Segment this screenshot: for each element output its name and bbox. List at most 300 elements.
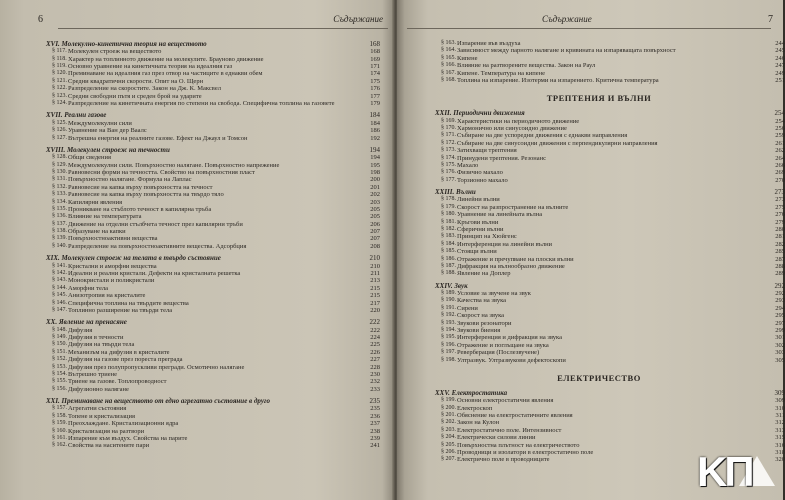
toc-section — [435, 233, 785, 241]
entry-title: Кристализация на разтвори — [68, 427, 145, 435]
section-number: § 119. — [52, 63, 67, 70]
entry-page-number: 285 — [775, 248, 785, 256]
section-number: § 159. — [52, 420, 67, 427]
section-number: § 201. — [441, 412, 456, 419]
entry-page-number: 168 — [369, 40, 380, 48]
entry-title: Равновесие на капка върху повърхността на течност — [68, 183, 213, 191]
toc-section — [435, 211, 785, 219]
entry-page-number: 168 — [370, 48, 380, 56]
entry-page-number: 205 — [370, 213, 380, 221]
toc-section — [435, 69, 785, 77]
entry-page-number: 313 — [775, 426, 785, 434]
entry-page-number: 289 — [775, 270, 785, 278]
entry-page-number: 222 — [370, 326, 380, 334]
entry-page-number: 316 — [775, 441, 785, 449]
section-number: § 194. — [441, 327, 456, 333]
entry-page-number: 279 — [775, 218, 785, 226]
entry-title: Средни квадратични скорости. Опит на О. Щерн — [68, 77, 204, 85]
entry-page-number: 309 — [774, 388, 785, 397]
toc-section — [46, 363, 380, 371]
entry-title: Капилярни явления — [68, 198, 123, 206]
entry-title: Разпределение на скоростите. Закон на Дж. К. Максвел — [68, 85, 221, 93]
section-number: § 147. — [52, 306, 67, 313]
toc-chapter — [435, 388, 785, 397]
section-number: § 181. — [441, 218, 456, 225]
entry-page-number: 236 — [370, 412, 380, 420]
section-number: § 137. — [52, 220, 67, 227]
section-number: § 198. — [441, 356, 456, 363]
entry-page-number: 249 — [775, 69, 785, 77]
entry-page-number: 245 — [775, 47, 785, 55]
entry-title: Физично махало — [457, 169, 503, 177]
toc-section — [46, 70, 380, 78]
entry-page-number: 302 — [775, 341, 785, 349]
entry-page-number: 280 — [775, 226, 785, 234]
entry-page-number: 184 — [370, 119, 380, 127]
section-number: § 146. — [52, 299, 67, 306]
toc-chapter — [46, 254, 380, 263]
entry-page-number: 310 — [775, 404, 785, 412]
section-number: § 131. — [52, 176, 67, 183]
entry-page-number: 225 — [370, 341, 380, 349]
toc-section — [435, 356, 785, 364]
entry-title: Топлинно разширение на твърди тела — [68, 306, 173, 314]
toc-chapter — [46, 397, 380, 406]
right-toc-top — [435, 40, 785, 84]
entry-page-number: 215 — [370, 292, 380, 300]
toc-section — [46, 412, 380, 420]
entry-page-number: 244 — [775, 40, 785, 47]
entry-page-number: 217 — [370, 299, 380, 307]
entry-page-number: 288 — [775, 262, 785, 270]
entry-title: Електрично поле в проводниците — [457, 456, 550, 464]
entry-title: XX. Явление на пренасяне — [46, 318, 127, 327]
entry-page-number: 297 — [775, 319, 785, 327]
toc-section — [46, 168, 380, 176]
entry-title: Уравнение на Ван дер Ваалс — [68, 127, 147, 135]
toc-section — [435, 412, 785, 420]
toc-section — [435, 290, 785, 298]
entry-page-number: 292 — [774, 281, 785, 290]
toc-section — [46, 284, 380, 292]
section-number: § 174. — [441, 154, 456, 161]
entry-page-number: 303 — [775, 349, 785, 357]
entry-page-number: 205 — [370, 205, 380, 213]
entry-title: XXI. Преминаване на веществото от едно агрегатно състояние в друго — [46, 397, 271, 406]
entry-title: Звукови резонатори — [457, 319, 512, 327]
section-number: § 164. — [441, 47, 456, 54]
section-number: § 170. — [441, 125, 456, 132]
entry-title: Агрегатни състояния — [68, 405, 127, 413]
entry-page-number: 305 — [775, 356, 785, 364]
toc-section — [435, 404, 785, 412]
entry-page-number: 239 — [370, 434, 380, 442]
entry-title: Отражение и поглъщане на звука — [457, 341, 549, 349]
entry-page-number: 206 — [370, 220, 380, 228]
entry-page-number: 247 — [775, 62, 785, 70]
left-page-header — [38, 14, 388, 29]
section-number: § 142. — [52, 269, 67, 276]
entry-title: Кипене — [457, 54, 478, 62]
entry-page-number: 264 — [775, 154, 785, 162]
entry-title: Вътрешна енергия на реалните газове. Ефект на Джаул и Томсон — [68, 134, 248, 142]
section-number: § 167. — [441, 69, 456, 76]
entry-title: Анизотропия на кристалите — [68, 292, 146, 300]
entry-title: Идеални и реални кристали. Дефекти на кристалната решетка — [68, 269, 241, 277]
entry-title: Свойства на наситените пари — [68, 442, 150, 450]
entry-page-number: 222 — [369, 318, 380, 327]
section-number: § 160. — [52, 427, 67, 434]
entry-page-number: 195 — [370, 161, 380, 169]
entry-title: Вътрешно триене — [68, 370, 118, 378]
entry-title: Кристални и аморфни вещества — [68, 262, 157, 270]
toc-section — [435, 76, 785, 84]
section-number: § 195. — [441, 334, 456, 341]
entry-page-number: 179 — [370, 100, 380, 108]
section-number: § 139. — [52, 235, 67, 242]
entry-title: Закон на Кулон — [457, 419, 500, 427]
toc-section — [435, 419, 785, 427]
section-number: § 193. — [441, 319, 456, 326]
entry-title: Влияние на разтворените вещества. Закон на Раул — [457, 62, 596, 70]
toc-section — [46, 306, 380, 314]
left-toc — [46, 40, 380, 450]
entry-title: XXII. Периодични движения — [435, 109, 525, 118]
section-number: § 207. — [441, 456, 456, 463]
entry-page-number: 192 — [370, 134, 380, 142]
entry-title: Електростатично поле. Интензивност — [457, 426, 562, 434]
toc-section — [435, 125, 785, 133]
entry-title: Кръгови вълни — [457, 218, 499, 226]
toc-section — [46, 378, 380, 386]
toc-section — [46, 235, 380, 243]
entry-page-number: 177 — [370, 92, 380, 100]
section-number: § 130. — [52, 168, 67, 175]
entry-page-number: 201 — [370, 183, 380, 191]
toc-section — [435, 169, 785, 177]
entry-page-number: 256 — [775, 125, 785, 133]
entry-page-number: 293 — [775, 297, 785, 305]
entry-title: XXIV. Звук — [435, 281, 468, 290]
entry-page-number: 198 — [370, 168, 380, 176]
entry-page-number: 238 — [370, 427, 380, 435]
entry-page-number: 194 — [370, 154, 380, 162]
toc-section — [46, 277, 380, 285]
entry-page-number: 309 — [775, 397, 785, 405]
toc-section — [46, 100, 380, 108]
toc-section — [435, 304, 785, 312]
entry-title: Затихващи трептения — [457, 147, 517, 155]
entry-title: Реверберация (Послезвучене) — [457, 349, 540, 357]
section-number: § 186. — [441, 255, 456, 262]
section-number: § 154. — [52, 370, 67, 377]
toc-section — [46, 205, 380, 213]
right-page-header — [407, 14, 771, 29]
right-page — [397, 0, 783, 500]
entry-title: Средни свободни пътя и среден брой на ударите — [68, 92, 202, 100]
section-number: § 121. — [52, 77, 67, 84]
entry-page-number: 246 — [775, 54, 785, 62]
toc-section — [435, 117, 785, 125]
entry-title: Явление на Доплер — [457, 270, 511, 278]
entry-page-number: 203 — [370, 198, 380, 206]
section-number: § 206. — [441, 448, 456, 455]
entry-page-number: 294 — [775, 304, 785, 312]
section-number: § 185. — [441, 248, 456, 255]
entry-page-number: 211 — [370, 269, 380, 277]
toc-chapter — [46, 318, 380, 327]
toc-section — [46, 385, 380, 393]
section-number: § 133. — [52, 191, 67, 198]
section-number: § 122. — [52, 85, 67, 92]
section-number: § 191. — [441, 304, 456, 311]
entry-title: Триене на газове. Топлопроводност — [68, 378, 167, 386]
section-number: § 150. — [52, 341, 67, 348]
entry-title: Линейни вълни — [457, 196, 500, 204]
entry-page-number: 275 — [775, 203, 785, 211]
entry-title: Зависимост между парното налягане и кривината на изпаряващата повърхност — [457, 47, 676, 55]
entry-title: Характер на топлинното движение на молекулите. Брауново движение — [68, 55, 264, 63]
entry-title: Повърхностна плътност на електричеството — [457, 441, 580, 449]
entry-page-number: 262 — [775, 147, 785, 155]
entry-page-number: 259 — [775, 132, 785, 140]
toc-section — [46, 405, 380, 413]
entry-page-number: 171 — [370, 63, 380, 71]
entry-title: Механизъм на дифузия в кристалите — [68, 348, 170, 356]
entry-page-number: 299 — [775, 327, 785, 334]
toc-section — [435, 196, 785, 204]
section-number: § 157. — [52, 405, 67, 412]
toc-section — [46, 119, 380, 127]
section-number: § 118. — [52, 55, 67, 62]
toc-section — [46, 427, 380, 435]
entry-page-number: 207 — [370, 228, 380, 236]
right-running-title: Съдържание — [542, 14, 592, 24]
entry-title: Движение на отделни стълбчета течност през капилярни тръби — [68, 220, 243, 228]
section-number: § 196. — [441, 341, 456, 348]
entry-title: Кипене. Температура на кипене — [457, 69, 545, 77]
section-number: § 188. — [441, 270, 456, 277]
entry-title: Интерференция и дифракция на звука — [457, 334, 562, 342]
section-number: § 180. — [441, 211, 456, 218]
entry-page-number: 176 — [370, 85, 380, 93]
entry-title: Звукови биения — [457, 327, 501, 334]
entry-title: Повърхностноактивни вещества — [68, 235, 158, 243]
entry-title: Повърхностно налягане. Формула на Лаплас — [68, 176, 192, 184]
entry-title: Преминаване на идеалния газ през отвор на частиците в еднакви обем — [68, 70, 263, 78]
toc-section — [46, 220, 380, 228]
entry-page-number: 230 — [370, 370, 380, 378]
part-title-oscillations: ТРЕПТЕНИЯ И ВЪЛНИ — [546, 93, 652, 104]
section-number: § 197. — [441, 349, 456, 356]
toc-section — [435, 255, 785, 263]
right-page-number: 7 — [768, 14, 773, 25]
toc-section — [46, 348, 380, 356]
toc-section — [46, 198, 380, 206]
toc-section — [435, 270, 785, 278]
entry-page-number: 287 — [775, 255, 785, 263]
toc-section — [46, 183, 380, 191]
toc-section — [435, 154, 785, 162]
entry-page-number: 241 — [370, 442, 380, 450]
entry-page-number: 232 — [370, 378, 380, 386]
entry-title: XXIII. Вълни — [435, 188, 476, 197]
section-number: § 166. — [441, 62, 456, 69]
entry-page-number: 295 — [775, 312, 785, 320]
entry-title: Дифузия през полупропускливи прегради. Осмотично налягане — [68, 363, 245, 371]
entry-title: Междумолекулни сили. Повърхностно налягане. Повърхностно напрежение — [68, 161, 280, 169]
toc-section — [46, 228, 380, 236]
entry-page-number: 175 — [370, 77, 380, 85]
section-number: § 183. — [441, 233, 456, 240]
entry-page-number: 315 — [775, 434, 785, 442]
toc-section — [435, 240, 785, 248]
section-number: § 173. — [441, 147, 456, 154]
entry-title: Отражение и пречупване на плоски вълни — [457, 255, 574, 263]
entry-page-number: 254 — [774, 109, 785, 118]
entry-title: Ултразвук. Ултразвукови дефектоскопи — [457, 356, 566, 364]
toc-section — [46, 77, 380, 85]
entry-title: Разпределение на кинетичната енергия по степени на свобода. Специфична топлина на газовете — [68, 100, 335, 108]
toc-section — [46, 370, 380, 378]
entry-page-number: 210 — [370, 262, 380, 270]
entry-page-number: 174 — [370, 70, 380, 78]
entry-title: Дифузия — [68, 326, 93, 334]
section-number: § 162. — [52, 442, 67, 449]
toc-section — [46, 134, 380, 142]
entry-page-number: 318 — [775, 448, 785, 456]
toc-section — [46, 420, 380, 428]
toc-section — [435, 397, 785, 405]
entry-title: Качества на звука — [457, 297, 507, 305]
toc-chapter — [435, 281, 785, 290]
entry-title: Принудени трептения. Резонанс — [457, 154, 546, 162]
section-number: § 126. — [52, 127, 67, 134]
entry-page-number: 202 — [370, 191, 380, 199]
section-number: § 165. — [441, 54, 456, 61]
toc-section — [46, 356, 380, 364]
section-number: § 189. — [441, 290, 456, 297]
section-number: § 132. — [52, 183, 67, 190]
entry-title: Проводници и изолатори в електростатично поле — [457, 448, 594, 456]
toc-section — [435, 40, 785, 47]
toc-section — [46, 55, 380, 63]
entry-title: Дифузионно налягане — [68, 385, 129, 393]
entry-page-number: 282 — [775, 240, 785, 248]
toc-section — [435, 327, 785, 334]
entry-page-number: 281 — [775, 233, 785, 241]
entry-title: Изпарение във въздуха — [457, 40, 521, 47]
entry-title: Равновесни форми на течността. Свойство на повърхностния пласт — [68, 168, 255, 176]
toc-section — [435, 54, 785, 62]
entry-page-number: 169 — [370, 55, 380, 63]
section-number: § 177. — [441, 176, 456, 183]
toc-chapter — [46, 40, 380, 48]
section-number: § 205. — [441, 441, 456, 448]
entry-page-number: 215 — [370, 284, 380, 292]
toc-chapter — [435, 109, 785, 118]
entry-title: Основни електростатични явления — [457, 397, 554, 405]
entry-title: Аморфни тела — [68, 284, 108, 292]
toc-section — [46, 269, 380, 277]
entry-page-number: 312 — [775, 419, 785, 427]
entry-title: Интерференция на линейни вълни — [457, 240, 553, 248]
toc-section — [435, 132, 785, 140]
toc-section — [46, 92, 380, 100]
toc-section — [435, 226, 785, 234]
entry-page-number: 254 — [775, 117, 785, 125]
toc-section — [435, 262, 785, 270]
section-number: § 120. — [52, 70, 67, 77]
toc-section — [435, 334, 785, 342]
section-number: § 172. — [441, 139, 456, 146]
entry-title: Топлина на изпарение. Изотерми на изпарението. Критична температура — [457, 76, 659, 84]
entry-page-number: 292 — [775, 290, 785, 298]
toc-section — [46, 176, 380, 184]
entry-title: XVI. Молекулно-кинетична теория на веществото — [46, 40, 207, 48]
entry-title: Характеристики на периодичното движение — [457, 117, 580, 125]
toc-section — [46, 262, 380, 270]
section-number: § 125. — [52, 119, 67, 126]
entry-title: Преохлаждане. Кристализационни ядра — [68, 420, 179, 428]
entry-page-number: 270 — [775, 176, 785, 184]
toc-section — [435, 62, 785, 70]
section-number: § 123. — [52, 92, 67, 99]
section-number: § 200. — [441, 404, 456, 411]
watermark-text: KП — [697, 448, 752, 495]
entry-page-number: 276 — [775, 211, 785, 219]
section-number: § 144. — [52, 284, 67, 291]
entry-page-number: 251 — [775, 76, 785, 84]
entry-title: Електроскоп — [457, 404, 493, 412]
section-number: § 124. — [52, 100, 67, 107]
section-number: § 153. — [52, 363, 67, 370]
section-number: § 141. — [52, 262, 67, 269]
section-number: § 138. — [52, 228, 67, 235]
entry-title: Монокристали и поликристали — [68, 277, 155, 285]
entry-title: Сирени — [457, 304, 478, 312]
section-number: § 128. — [52, 154, 67, 161]
entry-title: XIX. Молекулен строеж на телата в твърдо състояние — [46, 254, 221, 263]
entry-page-number: 311 — [775, 412, 785, 420]
entry-page-number: 269 — [775, 169, 785, 177]
entry-title: Събиране на две успоредни движения с еднакви направления — [457, 132, 628, 140]
right-toc-mid — [435, 109, 785, 364]
entry-title: Дифузия на твърди тела — [68, 341, 135, 349]
toc-section — [46, 213, 380, 221]
section-number: § 199. — [441, 397, 456, 404]
toc-section — [46, 292, 380, 300]
section-number: § 184. — [441, 240, 456, 247]
section-number: § 203. — [441, 426, 456, 433]
section-number: § 169. — [441, 117, 456, 124]
entry-title: Равновесие на капка върху повърхността на твърдо тяло — [68, 191, 224, 199]
entry-title: XXV. Електростатика — [435, 388, 508, 397]
entry-title: Торзионно махало — [457, 176, 508, 184]
toc-section — [46, 161, 380, 169]
section-number: § 152. — [52, 356, 67, 363]
section-number: § 156. — [52, 385, 67, 392]
toc-section — [435, 47, 785, 55]
toc-section — [46, 127, 380, 135]
section-number: § 148. — [52, 326, 67, 333]
toc-section — [46, 341, 380, 349]
section-number: § 155. — [52, 378, 67, 385]
entry-title: Скорост на звука — [457, 312, 505, 320]
section-number: § 143. — [52, 277, 67, 284]
entry-title: Проникване на стъблото течност в капилярна тръба — [68, 205, 212, 213]
section-number: § 168. — [441, 76, 456, 83]
